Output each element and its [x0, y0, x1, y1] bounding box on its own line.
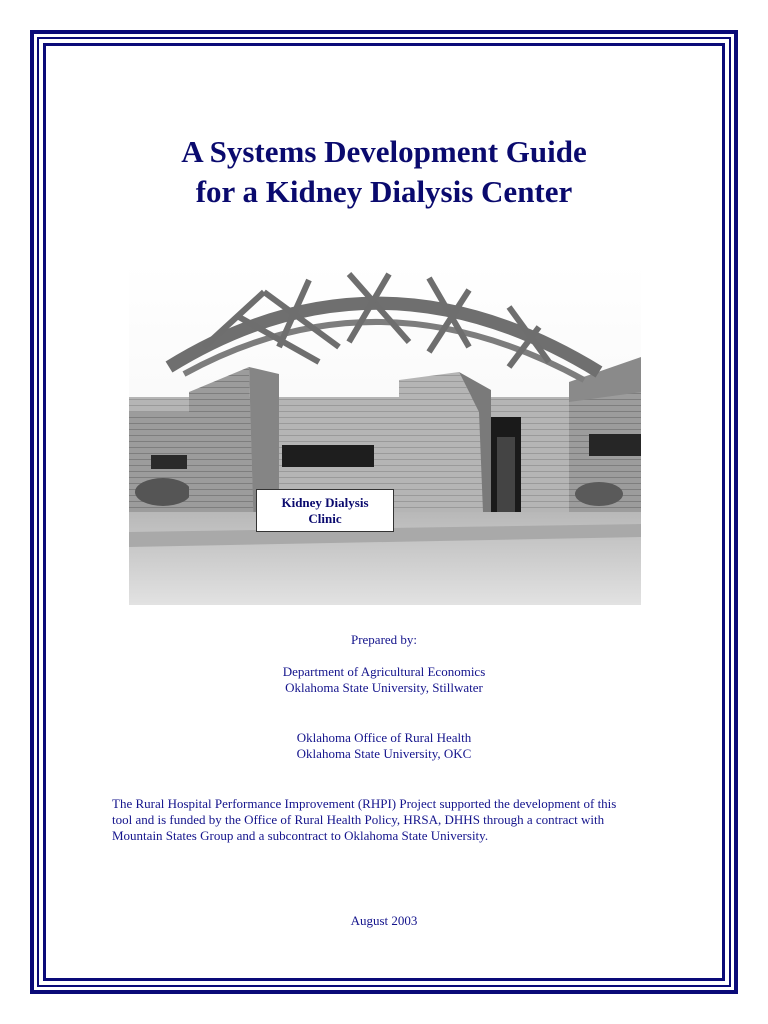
org1-line-1: Department of Agricultural Economics: [282, 664, 486, 679]
clinic-building-photo: [129, 262, 641, 605]
document-title-line-1: A Systems Development Guide: [181, 134, 587, 169]
org1-line-2: Oklahoma State University, Stillwater: [285, 680, 483, 695]
org2-line-1: Oklahoma Office of Rural Health: [296, 730, 472, 745]
publication-date: August 2003: [350, 913, 418, 928]
prepared-by-label: Prepared by:: [350, 632, 418, 647]
org2-line-2: Oklahoma State University, OKC: [296, 746, 472, 761]
funding-line-3: Mountain States Group and a subcontract to Oklahoma State University.: [112, 828, 489, 843]
clinic-label-line-2: Clinic: [308, 511, 342, 526]
funding-line-1: The Rural Hospital Performance Improvement (RHPI) Project supported the development of this: [112, 796, 617, 811]
clinic-label-line-1: Kidney Dialysis: [281, 495, 369, 510]
funding-statement: [112, 796, 672, 844]
funding-line-2: tool and is funded by the Office of Rural Health Policy, HRSA, DHHS through a contract with: [112, 812, 605, 827]
document-title-line-2: for a Kidney Dialysis Center: [195, 174, 573, 209]
clinic-sign-label: [256, 489, 394, 532]
